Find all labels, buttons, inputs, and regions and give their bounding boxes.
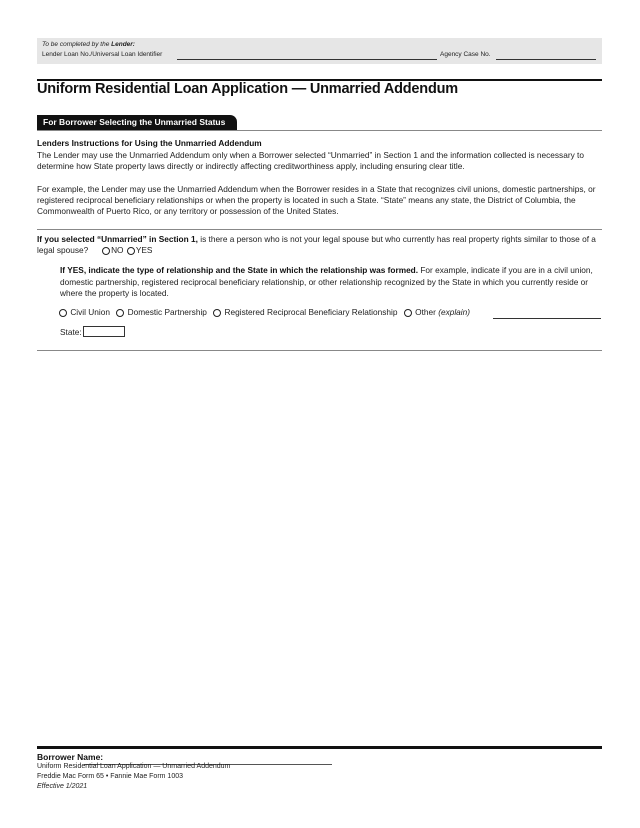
radio-registered-reciprocal[interactable]: Registered Reciprocal Beneficiary Relationship: [213, 307, 397, 317]
radio-circle-icon[interactable]: [116, 309, 124, 317]
section-divider: [37, 130, 602, 131]
lender-note: To be completed by the Lender:: [42, 41, 135, 48]
footer-divider: [37, 746, 602, 749]
instructions-paragraph-2: For example, the Lender may use the Unmarried Addendum when the Borrower resides in a State that recognizes civil unions, domestic partnerships, or registered reciprocal beneficiary relationships or when the property is located in such a State. “State” means any state, the District of Columbia, the Commonwealth of Puerto Rico, or any territory or possession of the United States.: [37, 184, 596, 216]
if-yes-instructions: If YES, indicate the type of relationship and the State in which the relationship was formed. For example, indicate if you are in a civil union, domestic partnership, registered reciprocal beneficiary relationship, or other relationship recognized by the State in which you currently reside or where the property is located.: [60, 265, 593, 298]
radio-civil-union[interactable]: Civil Union: [59, 307, 110, 317]
radio-domestic-partnership[interactable]: Domestic Partnership: [116, 307, 207, 317]
instructions-heading: Lenders Instructions for Using the Unmarried Addendum: [37, 138, 262, 148]
agency-case-field[interactable]: [496, 59, 596, 60]
borrower-name-label: Borrower Name:: [37, 752, 104, 762]
radio-no[interactable]: NO: [102, 245, 123, 256]
state-input[interactable]: [83, 326, 125, 337]
lender-loan-label: Lender Loan No./Universal Loan Identifier: [42, 51, 163, 58]
radio-circle-icon[interactable]: [59, 309, 67, 317]
section-end-divider: [37, 350, 602, 351]
state-label: State:: [60, 327, 82, 337]
footer-effective-date: Effective 1/2021: [37, 783, 88, 790]
agency-case-label: Agency Case No.: [440, 51, 491, 58]
footer-form-numbers: Freddie Mac Form 65 • Fannie Mae Form 1003: [37, 773, 184, 780]
radio-yes[interactable]: YES: [127, 245, 153, 256]
radio-circle-icon[interactable]: [213, 309, 221, 317]
unmarried-question: If you selected “Unmarried” in Section 1, is there a person who is not your legal spouse but who currently has real property rights similar to those of a legal spouse? NO YES: [37, 234, 596, 255]
lender-loan-field[interactable]: [177, 59, 437, 60]
page-title: Uniform Residential Loan Application — Unmarried Addendum: [37, 81, 458, 97]
instructions-paragraph-1: The Lender may use the Unmarried Addendum only when a Borrower selected “Unmarried” in Section 1 and the information collected is necessary to determine how State property laws directly or indirectly affecting creditworthiness apply, including ensuring clear title.: [37, 150, 584, 171]
radio-circle-icon[interactable]: [404, 309, 412, 317]
footer-form-title: Uniform Residential Loan Application — Unmarried Addendum: [37, 763, 231, 770]
instructions-divider: [37, 229, 602, 230]
lender-info-box: [37, 38, 602, 64]
radio-circle-icon[interactable]: [102, 247, 110, 255]
other-explain-field[interactable]: [493, 318, 601, 319]
section-tab: For Borrower Selecting the Unmarried Status: [37, 115, 237, 130]
radio-circle-icon[interactable]: [127, 247, 135, 255]
relationship-options: [59, 307, 474, 317]
radio-other[interactable]: Other (explain): [404, 307, 470, 317]
